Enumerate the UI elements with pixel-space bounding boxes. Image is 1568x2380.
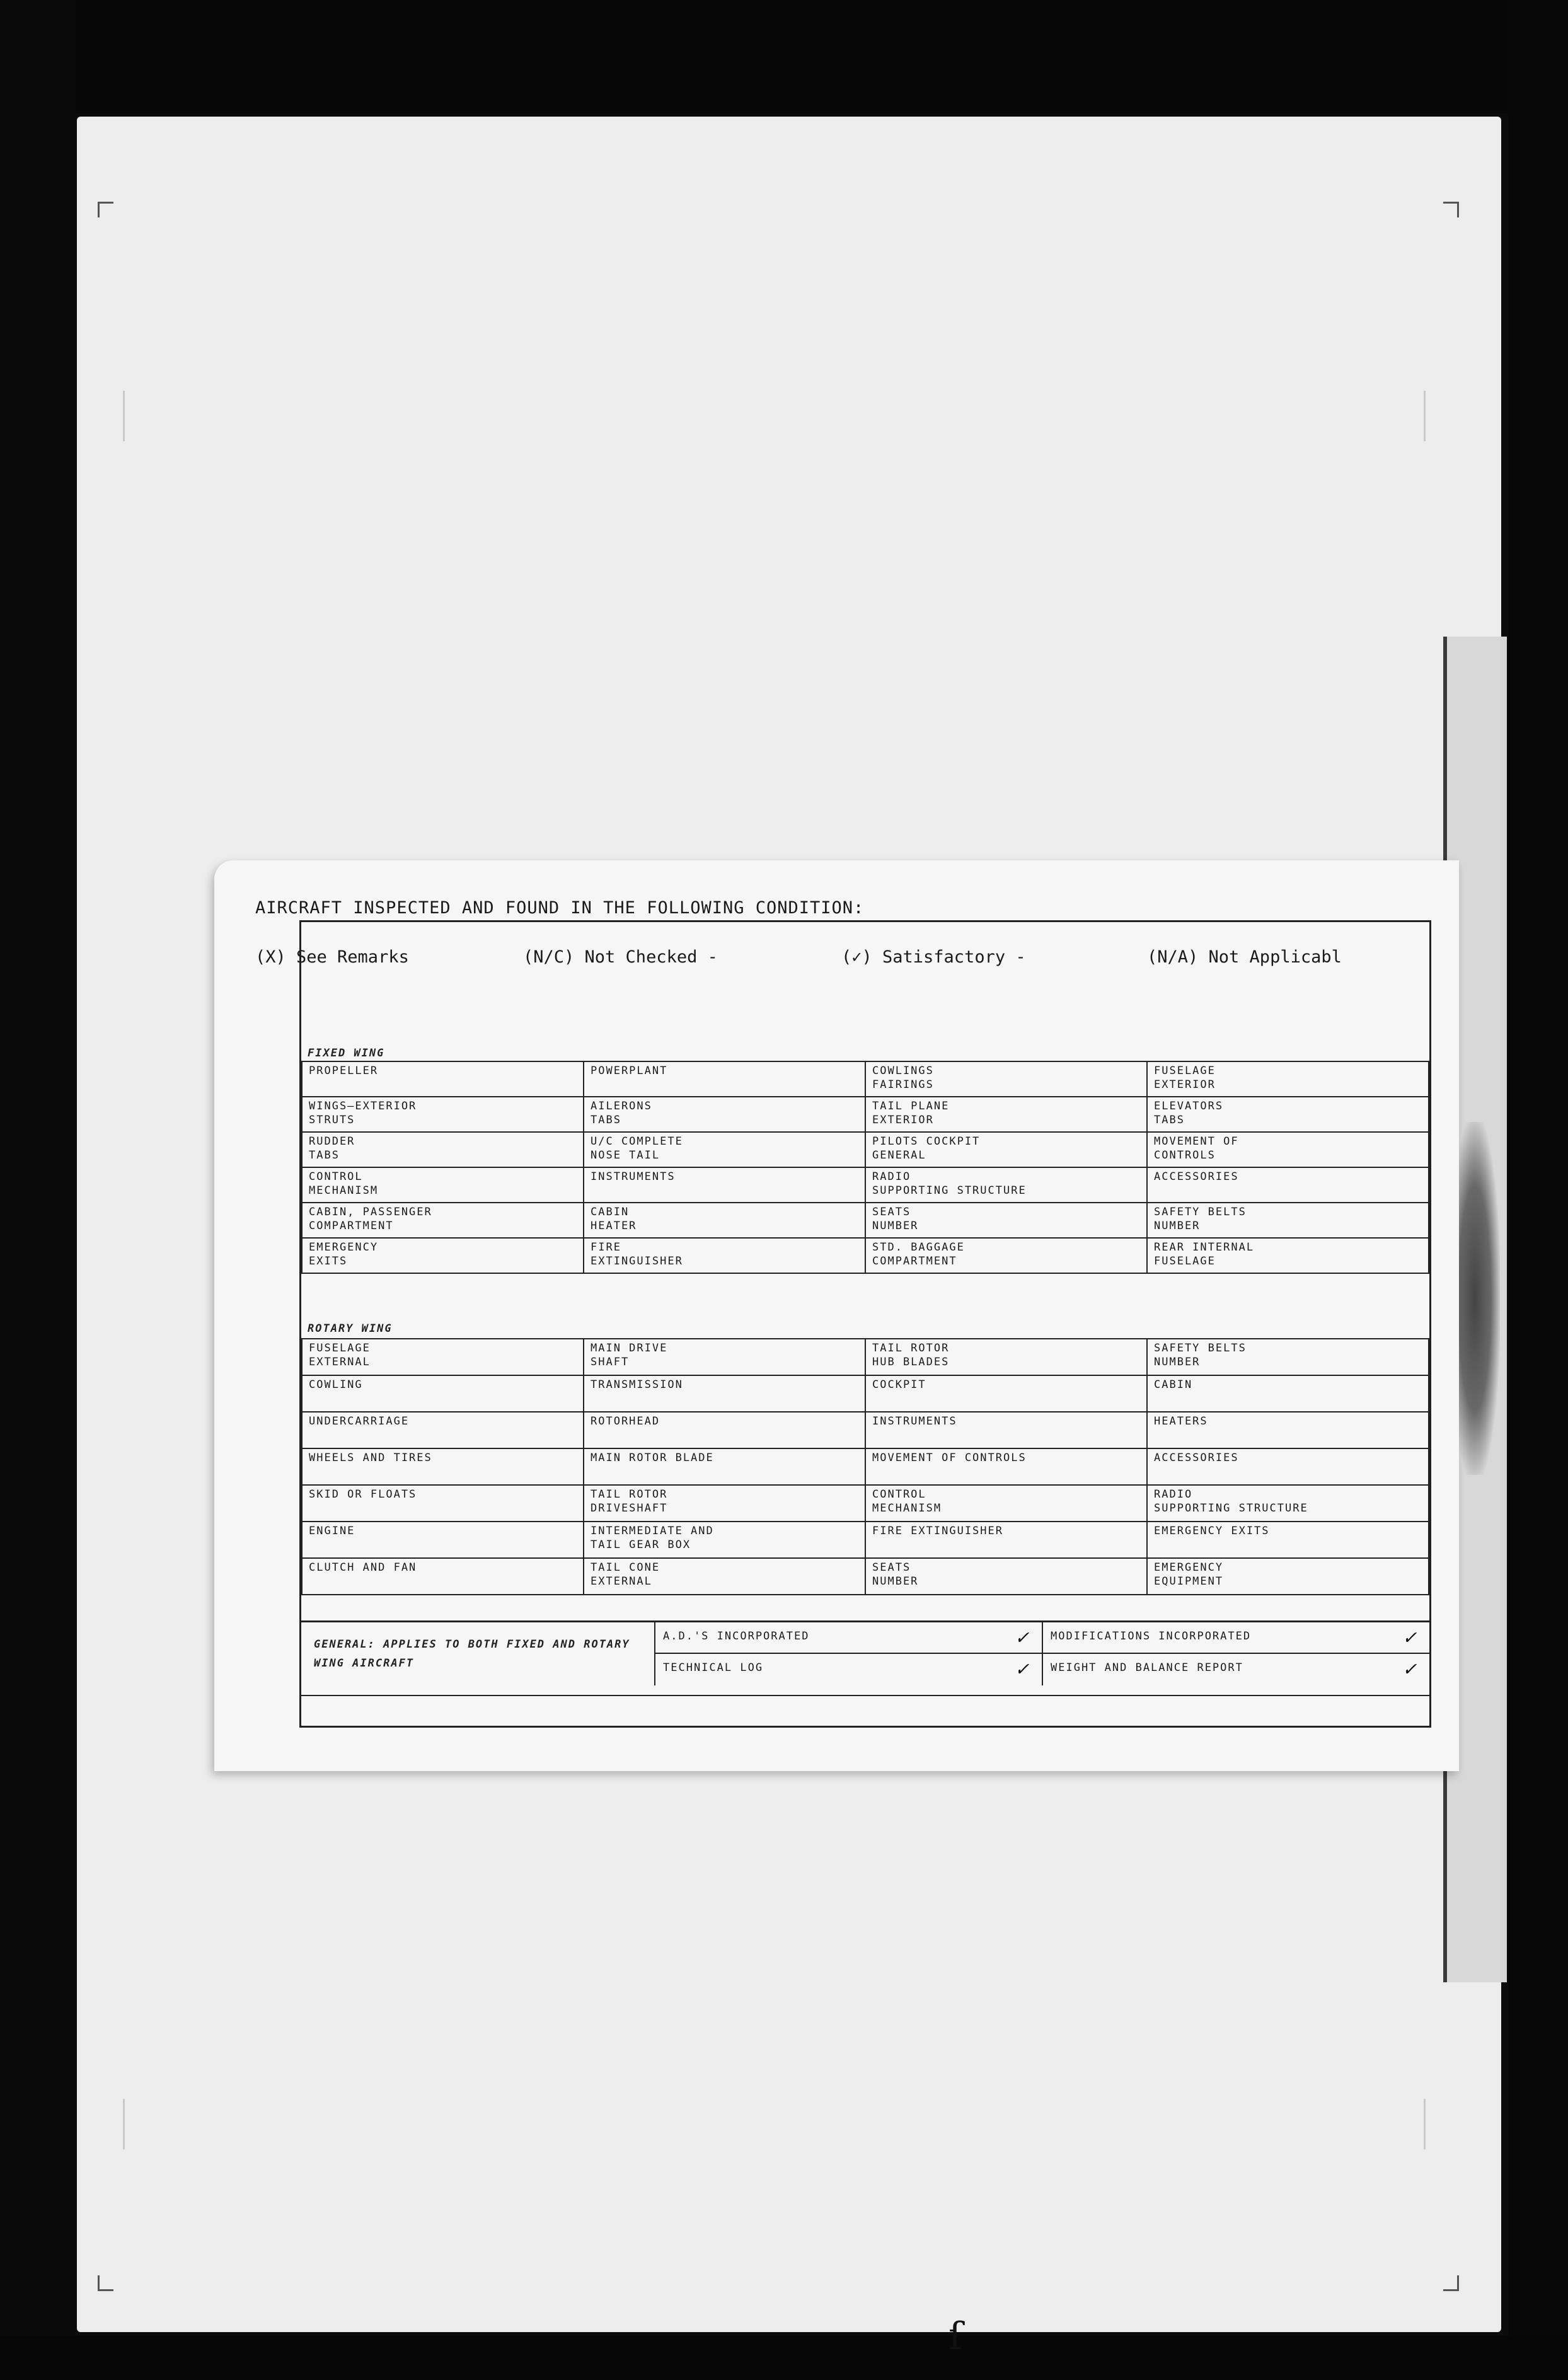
table-cell: FUSELAGE EXTERIOR bbox=[1147, 1061, 1429, 1097]
table-cell: CONTROL MECHANISM bbox=[302, 1167, 584, 1203]
rotary-wing-label: ROTARY WING bbox=[308, 1322, 393, 1335]
table-row bbox=[302, 1375, 1429, 1412]
table-cell: U/C COMPLETE NOSE TAIL bbox=[584, 1132, 865, 1167]
table-row bbox=[302, 1097, 1429, 1132]
table-cell: CONTROL MECHANISM bbox=[865, 1485, 1147, 1522]
general-section bbox=[301, 1620, 1429, 1696]
film-border-right bbox=[1508, 0, 1568, 2380]
crop-mark-bottom-left bbox=[98, 2275, 113, 2291]
table-row bbox=[302, 1448, 1429, 1485]
registration-mark bbox=[1415, 391, 1426, 441]
legend-not-checked: (N/C) Not Checked - bbox=[523, 947, 718, 967]
item-label: A.D.'S INCORPORATED bbox=[663, 1630, 810, 1643]
table-cell: EMERGENCY EXITS bbox=[302, 1238, 584, 1273]
table-row bbox=[302, 1132, 1429, 1167]
table-row bbox=[302, 1485, 1429, 1522]
form-heading: AIRCRAFT INSPECTED AND FOUND IN THE FOLLOWING CONDITION: bbox=[255, 898, 865, 918]
table-cell: INSTRUMENTS bbox=[865, 1412, 1147, 1448]
item-label: TECHNICAL LOG bbox=[663, 1661, 764, 1674]
legend-satisfactory: (✓) Satisfactory - bbox=[841, 947, 1026, 967]
general-label: GENERAL: APPLIES TO BOTH FIXED AND ROTARY WING AIRCRAFT bbox=[314, 1638, 630, 1670]
registration-mark bbox=[123, 2099, 134, 2149]
table-cell: COCKPIT bbox=[865, 1375, 1147, 1412]
rotary-wing-table bbox=[301, 1338, 1429, 1595]
table-cell: RADIO SUPPORTING STRUCTURE bbox=[1147, 1485, 1429, 1522]
item-label: MODIFICATIONS INCORPORATED bbox=[1051, 1630, 1252, 1643]
table-cell: INSTRUMENTS bbox=[584, 1167, 865, 1203]
table-cell: HEATERS bbox=[1147, 1412, 1429, 1448]
inspection-form-card bbox=[214, 860, 1459, 1771]
table-cell: UNDERCARRIAGE bbox=[302, 1412, 584, 1448]
table-cell: STD. BAGGAGE COMPARTMENT bbox=[865, 1238, 1147, 1273]
table-cell: EMERGENCY EQUIPMENT bbox=[1147, 1558, 1429, 1595]
table-cell: RUDDER TABS bbox=[302, 1132, 584, 1167]
table-cell: ACCESSORIES bbox=[1147, 1167, 1429, 1203]
table-cell: PILOTS COCKPIT GENERAL bbox=[865, 1132, 1147, 1167]
table-cell: WINGS—EXTERIOR STRUTS bbox=[302, 1097, 584, 1132]
table-row bbox=[302, 1203, 1429, 1238]
table-cell: MAIN DRIVE SHAFT bbox=[584, 1339, 865, 1375]
ads-incorporated-cell bbox=[654, 1622, 1042, 1654]
film-border-bottom bbox=[0, 2336, 1568, 2380]
film-border-left bbox=[0, 0, 76, 2380]
registration-mark bbox=[1415, 2099, 1426, 2149]
table-cell: FUSELAGE EXTERNAL bbox=[302, 1339, 584, 1375]
table-cell: ELEVATORS TABS bbox=[1147, 1097, 1429, 1132]
table-cell: TRANSMISSION bbox=[584, 1375, 865, 1412]
table-cell: MAIN ROTOR BLADE bbox=[584, 1448, 865, 1485]
form-frame bbox=[299, 920, 1431, 1728]
technical-log-cell bbox=[654, 1654, 1042, 1685]
table-cell: COWLING bbox=[302, 1375, 584, 1412]
table-row bbox=[302, 1167, 1429, 1203]
table-cell: PROPELLER bbox=[302, 1061, 584, 1097]
table-cell: EMERGENCY EXITS bbox=[1147, 1522, 1429, 1558]
table-cell: CABIN bbox=[1147, 1375, 1429, 1412]
table-cell: TAIL ROTOR DRIVESHAFT bbox=[584, 1485, 865, 1522]
table-cell: SAFETY BELTS NUMBER bbox=[1147, 1339, 1429, 1375]
table-row bbox=[302, 1412, 1429, 1448]
table-cell: REAR INTERNAL FUSELAGE bbox=[1147, 1238, 1429, 1273]
table-row bbox=[302, 1061, 1429, 1097]
table-cell: AILERONS TABS bbox=[584, 1097, 865, 1132]
check-mark-icon: ✓ bbox=[1403, 1625, 1417, 1649]
check-mark-icon: ✓ bbox=[1403, 1656, 1417, 1680]
crop-mark-top-right bbox=[1443, 202, 1459, 217]
table-cell: CLUTCH AND FAN bbox=[302, 1558, 584, 1595]
table-cell: MOVEMENT OF CONTROLS bbox=[1147, 1132, 1429, 1167]
table-cell: FIRE EXTINGUISHER bbox=[584, 1238, 865, 1273]
table-cell: TAIL CONE EXTERNAL bbox=[584, 1558, 865, 1595]
table-cell: ENGINE bbox=[302, 1522, 584, 1558]
table-cell: ACCESSORIES bbox=[1147, 1448, 1429, 1485]
table-cell: TAIL ROTOR HUB BLADES bbox=[865, 1339, 1147, 1375]
table-cell: RADIO SUPPORTING STRUCTURE bbox=[865, 1167, 1147, 1203]
table-cell: SEATS NUMBER bbox=[865, 1203, 1147, 1238]
table-cell: SAFETY BELTS NUMBER bbox=[1147, 1203, 1429, 1238]
table-cell: POWERPLANT bbox=[584, 1061, 865, 1097]
table-cell: INTERMEDIATE AND TAIL GEAR BOX bbox=[584, 1522, 865, 1558]
check-mark-icon: ✓ bbox=[1015, 1625, 1029, 1649]
film-border-top bbox=[0, 0, 1568, 113]
legend-see-remarks: (X) See Remarks bbox=[255, 947, 409, 967]
table-cell: ROTORHEAD bbox=[584, 1412, 865, 1448]
table-cell: CABIN, PASSENGER COMPARTMENT bbox=[302, 1203, 584, 1238]
table-row bbox=[302, 1558, 1429, 1595]
table-row bbox=[302, 1339, 1429, 1375]
modifications-incorporated-cell bbox=[1042, 1622, 1429, 1654]
table-cell: TAIL PLANE EXTERIOR bbox=[865, 1097, 1147, 1132]
crop-mark-bottom-right bbox=[1443, 2275, 1459, 2291]
handwritten-mark: ſ bbox=[948, 2314, 963, 2359]
table-row bbox=[302, 1522, 1429, 1558]
fixed-wing-label: FIXED WING bbox=[308, 1047, 385, 1060]
table-cell: CABIN HEATER bbox=[584, 1203, 865, 1238]
weight-balance-cell bbox=[1042, 1654, 1429, 1685]
check-mark-icon: ✓ bbox=[1015, 1656, 1029, 1680]
table-cell: MOVEMENT OF CONTROLS bbox=[865, 1448, 1147, 1485]
table-cell: WHEELS AND TIRES bbox=[302, 1448, 584, 1485]
fixed-wing-table bbox=[301, 1061, 1429, 1274]
legend-not-applicable: (N/A) Not Applicabl bbox=[1147, 947, 1342, 967]
table-cell: FIRE EXTINGUISHER bbox=[865, 1522, 1147, 1558]
table-row bbox=[302, 1238, 1429, 1273]
registration-mark bbox=[123, 391, 134, 441]
item-label: WEIGHT AND BALANCE REPORT bbox=[1051, 1661, 1243, 1674]
table-cell: SKID OR FLOATS bbox=[302, 1485, 584, 1522]
table-cell: SEATS NUMBER bbox=[865, 1558, 1147, 1595]
crop-mark-top-left bbox=[98, 202, 113, 217]
table-cell: COWLINGS FAIRINGS bbox=[865, 1061, 1147, 1097]
